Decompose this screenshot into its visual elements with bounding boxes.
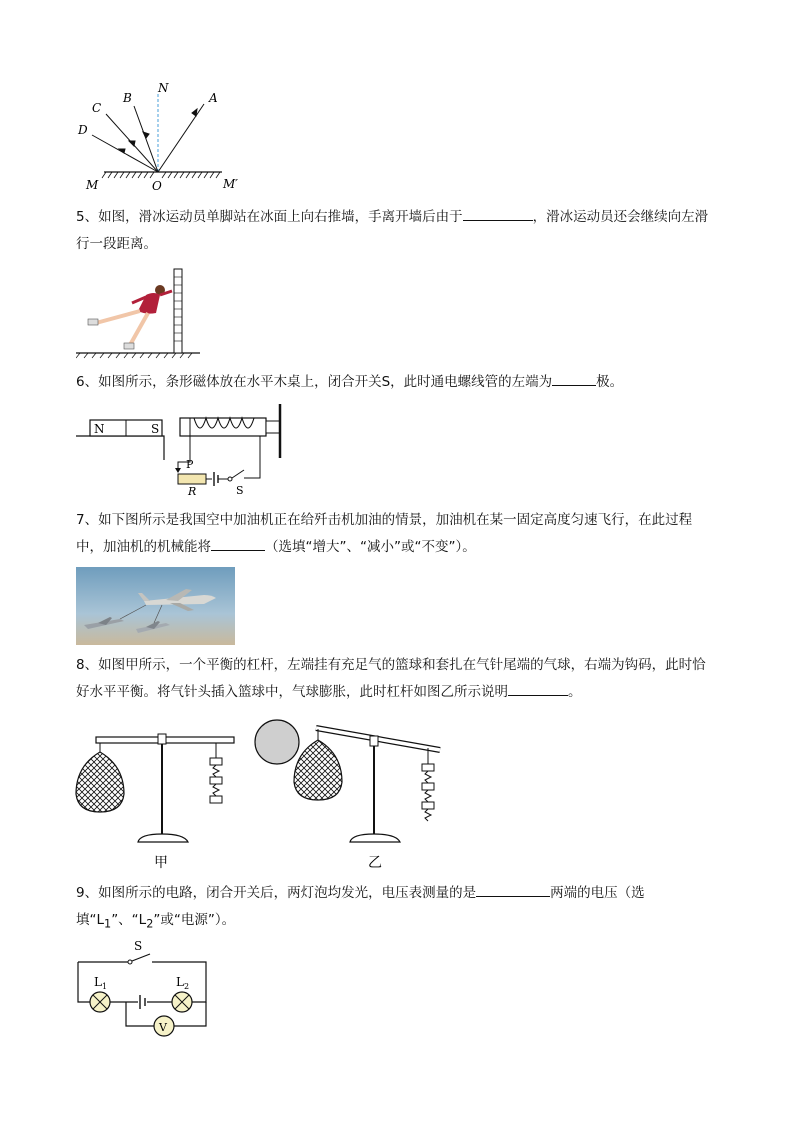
q6-text-post: 极。 [596, 374, 624, 390]
magnet-s-label: S [151, 422, 160, 436]
q9-blank[interactable] [476, 880, 550, 897]
lamp-l2-label: $L_2$ [176, 975, 190, 991]
skater-figure [76, 267, 201, 359]
q6-blank[interactable] [552, 369, 596, 386]
question-7 [76, 507, 718, 561]
q6-text-pre: 6、如图所示，条形磁体放在水平木桌上，闭合开关S，此时通电螺线管的左端为 [76, 374, 553, 390]
q8-text-post: 。 [568, 684, 582, 700]
question-6 [76, 369, 718, 396]
magnet-n-label: N [94, 422, 105, 436]
label-m: M [86, 178, 99, 192]
lamp-l1-label: $L_1$ [94, 975, 108, 991]
q7-text-post: （选填“增大”、“减小”或“不变”）。 [265, 539, 476, 555]
q8-text-pre: 8、如图甲所示，一个平衡的杠杆，左端挂有充足气的篮球和套扎在气针尾端的气球，右端为钩码，此时恰好水平平衡。将气针头插入篮球中，气球膨胀，此时杠杆如图乙所示说明 [76, 657, 706, 700]
label-m-prime: M′ [223, 177, 239, 191]
q5-blank[interactable] [463, 204, 533, 221]
resistor-r-label: R [188, 485, 197, 497]
label-d: D [78, 123, 88, 137]
switch-label: S [134, 939, 143, 953]
lever-jia [76, 734, 234, 871]
q9-sub-1: 1 [104, 917, 112, 931]
q9-text-mid2: ”或“电源”）。 [153, 912, 236, 928]
q9-sub-2: 2 [146, 917, 154, 931]
label-b: B [123, 91, 132, 105]
label-n: N [158, 81, 169, 95]
q8-blank[interactable] [508, 679, 568, 696]
q5-text-pre: 5、如图，滑冰运动员单脚站在冰面上向右推墙，手离开墙后由于 [76, 209, 463, 225]
q7-blank[interactable] [211, 534, 265, 551]
lever-yi [255, 720, 440, 871]
label-o: O [152, 179, 162, 193]
voltmeter-label: V [159, 1021, 167, 1034]
q9-text-pre: 9、如图所示的电路，闭合开关后，两灯泡均发光，电压表测量的是 [76, 885, 477, 901]
lever-figure [70, 714, 460, 874]
slider-p-label: P [186, 458, 194, 471]
q9-text-mid1: ”、“L [111, 912, 147, 928]
q5-text-post: ，滑冰运动员还会继续向左滑行一段距离。 [76, 209, 709, 252]
label-a: A [209, 91, 218, 105]
question-9 [76, 880, 718, 938]
reflection-figure [76, 80, 256, 195]
q7-text-pre: 7、如下图所示是我国空中加油机正在给歼击机加油的情景，加油机在某一固定高度匀速飞行，在此过程中，加油机的机械能将 [76, 512, 693, 555]
circuit-figure [72, 938, 212, 1043]
question-8 [76, 652, 718, 706]
label-c: C [92, 101, 102, 115]
switch-s-label: S [236, 484, 244, 497]
refueling-photo [76, 567, 235, 645]
label-yi: 乙 [368, 855, 382, 871]
question-5 [76, 204, 718, 258]
q9-text-post: 两端的电压（选填“L [76, 885, 645, 928]
solenoid-figure [76, 402, 296, 497]
label-jia: 甲 [154, 855, 168, 871]
